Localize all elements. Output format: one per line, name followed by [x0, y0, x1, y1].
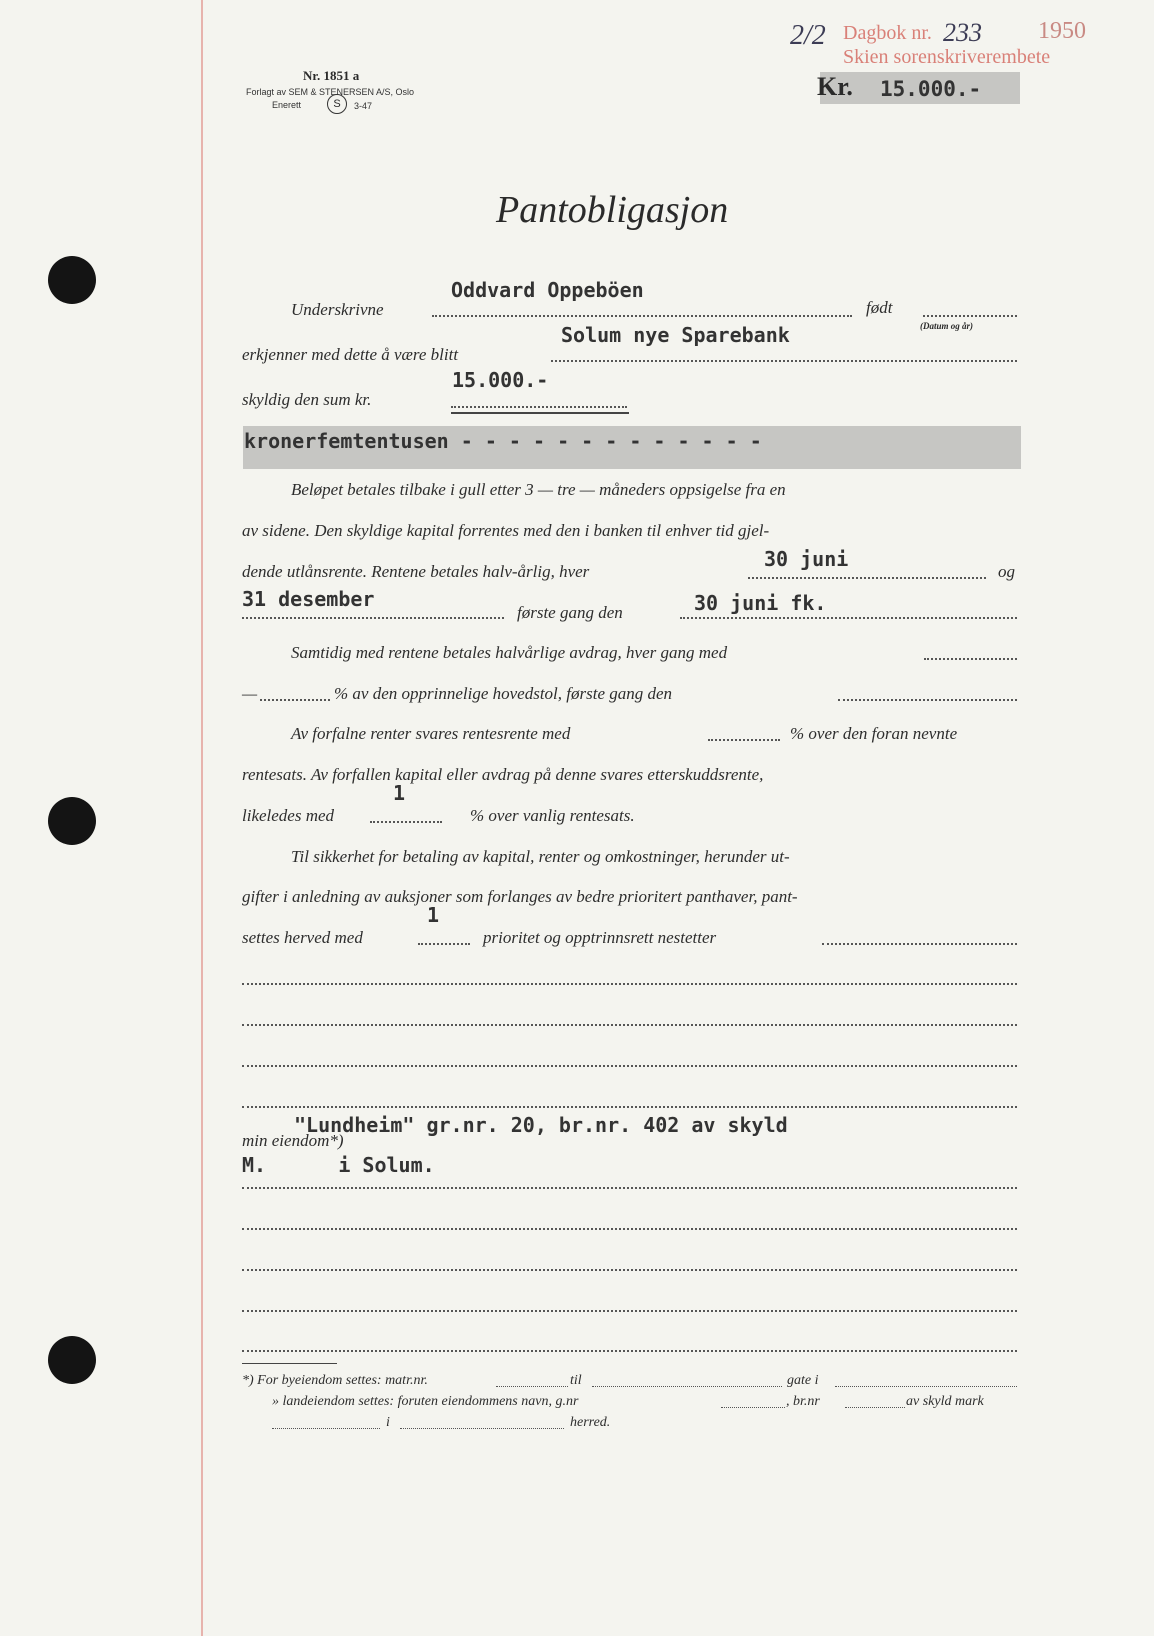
dotted-line — [592, 1386, 782, 1387]
body-line-5: Samtidig med rentene betales halvårlige avdrag, hver gang med — [291, 643, 728, 662]
acknowledges-label: erkjenner med dette å være blitt — [242, 345, 459, 364]
dotted-line — [242, 983, 1017, 985]
dotted-line — [242, 1269, 1017, 1271]
creditor-name: Solum nye Sparebank — [561, 323, 790, 347]
dotted-line — [242, 617, 504, 619]
dotted-line — [708, 739, 780, 741]
punch-hole — [48, 1336, 96, 1384]
interest-date-2: 31 desember — [242, 587, 375, 611]
dotted-line — [838, 699, 1017, 701]
sum-label: skyldig den sum kr. — [242, 390, 372, 409]
dotted-line — [835, 1386, 1017, 1387]
dotted-line — [845, 1407, 905, 1408]
body-line-10: Til sikkerhet for betaling av kapital, renter og omkostninger, herunder ut- — [291, 847, 790, 866]
body-line-11: gifter i anledning av auksjoner som forlanges av bedre prioritert panthaver, pant- — [242, 887, 798, 906]
body-line-7-end: % over den foran nevnte — [790, 724, 958, 743]
body-line-6: % av den opprinnelige hovedstol, første gang den — [334, 684, 673, 703]
born-hint: (Datum og år) — [920, 321, 974, 331]
dotted-line — [924, 658, 1017, 660]
footnote-line-2c: av skyld mark — [906, 1394, 984, 1409]
debtor-name: Oddvard Oppeböen — [451, 278, 644, 302]
dagbok-number: 233 — [943, 18, 982, 47]
body-line-2: av sidene. Den skyldige kapital forrentes med den i banken til enhver tid gjel- — [242, 521, 770, 540]
handwritten-mark: 2/2 — [790, 20, 826, 51]
dotted-line — [400, 1428, 564, 1429]
dotted-line — [418, 943, 470, 945]
property-line-1: "Lundheim" gr.nr. 20, br.nr. 402 av skyld — [294, 1113, 788, 1137]
body-line-6-start: — — [242, 684, 258, 703]
dotted-line — [451, 406, 627, 408]
born-label: født — [866, 298, 893, 317]
body-line-12-end: prioritet og opptrinnsrett nestetter — [483, 928, 717, 947]
footnote-line-3b: herred. — [570, 1415, 611, 1430]
footnote-line-2a: » landeiendom settes: foruten eiendommens navn, g.nr — [272, 1394, 579, 1409]
page-title: Pantobligasjon — [496, 189, 729, 231]
dotted-line — [260, 699, 330, 701]
dotted-line — [242, 1024, 1017, 1026]
property-label: min eiendom*) — [242, 1131, 344, 1150]
footnote-line-1a: *) For byeiendom settes: matr.nr. — [242, 1373, 428, 1388]
first-time-label: første gang den — [517, 603, 623, 622]
dagbok-label: Dagbok nr. — [843, 22, 932, 44]
property-line-2: M. i Solum. — [242, 1153, 435, 1177]
publisher: Forlagt av SEM & STENERSEN A/S, Oslo — [246, 87, 415, 97]
dotted-line — [242, 1350, 1017, 1352]
dotted-line — [680, 617, 1017, 619]
dotted-line — [242, 1310, 1017, 1312]
footnote-line-1c: gate i — [787, 1373, 819, 1388]
interest-date-1: 30 juni — [764, 547, 849, 571]
dotted-line — [272, 1428, 380, 1429]
dotted-line — [748, 577, 986, 579]
undersigned-label: Underskrivne — [291, 300, 384, 319]
dotted-line — [551, 360, 1017, 362]
amount-value: 15.000.- — [880, 77, 982, 101]
body-line-9-end: % over vanlig rentesats. — [470, 806, 635, 825]
dotted-line — [242, 1106, 1017, 1108]
body-line-1: Beløpet betales tilbake i gull etter 3 — tre — måneders oppsigelse fra en — [291, 480, 786, 499]
stamp-year: 1950 — [1038, 18, 1086, 44]
dotted-line — [242, 1065, 1017, 1067]
body-line-8: rentesats. Av forfallen kapital eller avdrag på denne svares etterskuddsrente, — [242, 765, 764, 784]
body-line-3-end: og — [998, 562, 1015, 581]
dotted-line — [242, 1228, 1017, 1230]
footnote-rule — [242, 1363, 337, 1364]
dotted-line — [923, 315, 1017, 317]
extra-interest-value: 1 — [393, 781, 406, 805]
punch-hole — [48, 256, 96, 304]
body-line-3: dende utlånsrente. Rentene betales halv-årlig, hver — [242, 562, 590, 581]
first-time-value: 30 juni fk. — [694, 591, 827, 615]
publisher-logo-icon: S — [327, 94, 347, 114]
dotted-line — [822, 943, 1017, 945]
dotted-line — [432, 315, 852, 317]
dotted-line — [496, 1386, 568, 1387]
body-line-9: likeledes med — [242, 806, 335, 825]
footnote-line-1b: til — [570, 1373, 582, 1388]
dotted-line — [721, 1407, 785, 1408]
form-number: Nr. 1851 a — [303, 68, 360, 83]
sum-in-words: kronerfemtentusen - - - - - - - - - - - - - — [244, 429, 762, 453]
punch-hole — [48, 797, 96, 845]
body-line-7: Av forfalne renter svares rentesrente med — [291, 724, 571, 743]
rights: Enerett — [272, 100, 302, 110]
margin-rule — [201, 0, 203, 1636]
footnote-line-2b: , br.nr — [786, 1394, 820, 1409]
sum-value: 15.000.- — [452, 368, 549, 392]
stamp-office: Skien sorenskriverembete — [843, 46, 1051, 68]
footnote-line-3a: i — [386, 1415, 390, 1430]
body-line-12: settes herved med — [242, 928, 363, 947]
amount-prefix: Kr. — [817, 72, 853, 101]
dotted-line — [242, 1187, 1017, 1189]
underline — [451, 412, 629, 414]
dotted-line — [370, 821, 442, 823]
priority-value: 1 — [427, 903, 440, 927]
edition: 3-47 — [354, 101, 373, 111]
